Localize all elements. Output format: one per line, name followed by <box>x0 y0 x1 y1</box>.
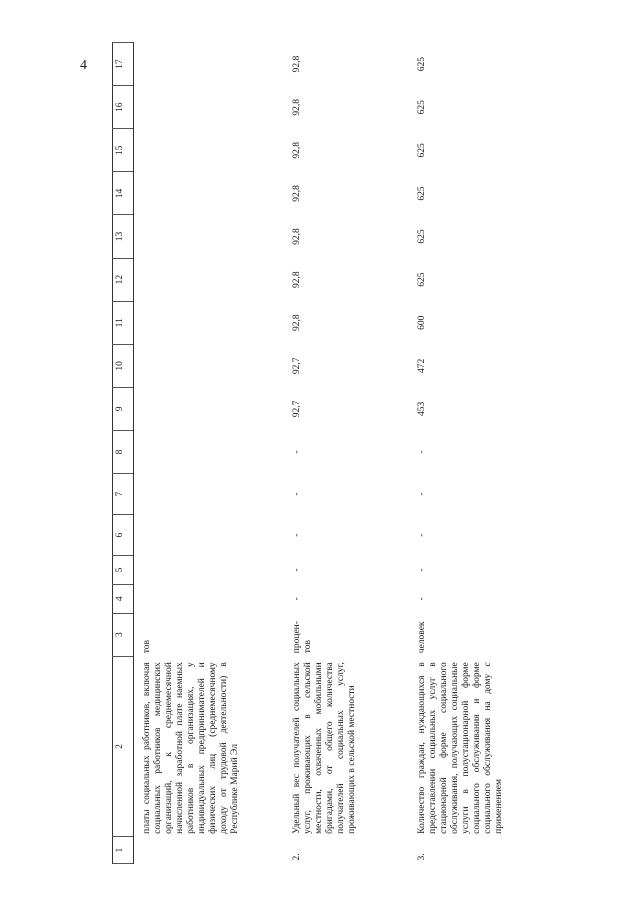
table-cell <box>134 301 284 344</box>
table-cell <box>134 387 284 430</box>
indicator-name: платы социальных работников, включая социальных работников медицинских организаций, к среднемесячной начисленной заработной плате наемных работников в организациях, у индивидуальных предпринимателей и физических лиц (среднемесячному доходу от трудовой деятельности) в Республике Марий Эл <box>142 662 240 834</box>
table-cell: - <box>291 450 302 454</box>
table-cell <box>134 129 284 172</box>
row-number: 2. <box>291 853 302 861</box>
table-cell: 625 <box>416 272 427 287</box>
table-cell <box>134 474 284 515</box>
column-header: 11 <box>113 301 134 344</box>
column-header: 3 <box>113 613 134 656</box>
table-cell: 92,8 <box>291 228 302 245</box>
table-cell: 625 <box>416 229 427 244</box>
indicator-name: Удельный вес получателей социальных услуг, проживающих в сельской местности, охваченных мобильными бригадами, от общего количества получателей социальных услуг, проживающих в сельской местности <box>291 662 357 834</box>
table-cell: 600 <box>416 315 427 330</box>
table-cell <box>134 172 284 215</box>
table-cell: 625 <box>416 100 427 115</box>
column-header: 2 <box>113 656 134 837</box>
column-header: 14 <box>113 172 134 215</box>
table-cell <box>134 556 284 585</box>
column-header: 7 <box>113 474 134 515</box>
row-number <box>134 837 284 864</box>
table-cell <box>134 215 284 258</box>
table-cell <box>134 584 284 613</box>
column-header: 5 <box>113 556 134 585</box>
table-row <box>284 43 409 864</box>
table-cell: 92,8 <box>291 142 302 159</box>
table-cell <box>134 515 284 556</box>
table-cell: 92,8 <box>291 271 302 288</box>
table-cell <box>134 86 284 129</box>
table-cell: 92,7 <box>291 400 302 418</box>
table-cell: - <box>416 597 427 601</box>
table-cell: 92,8 <box>291 55 302 73</box>
row-number: 3. <box>416 853 427 861</box>
column-header: 8 <box>113 430 134 473</box>
table-cell: 472 <box>416 358 427 373</box>
table-cell: - <box>416 450 427 454</box>
column-header: 1 <box>113 837 134 864</box>
table-cell: 625 <box>416 143 427 158</box>
table-cell: 625 <box>416 56 427 72</box>
table-cell: 453 <box>416 401 427 417</box>
table-cell <box>134 258 284 301</box>
table-cell: 92,8 <box>291 185 302 202</box>
table-cell: - <box>416 492 427 496</box>
rotated-table-container <box>112 42 580 864</box>
table-row <box>134 43 284 864</box>
table-cell <box>134 43 284 86</box>
table-cell: - <box>416 568 427 572</box>
table-cell <box>134 344 284 387</box>
column-header: 16 <box>113 86 134 129</box>
column-header: 4 <box>113 584 134 613</box>
column-header: 9 <box>113 387 134 430</box>
column-header: 13 <box>113 215 134 258</box>
page-number: 4 <box>80 58 87 73</box>
table-cell <box>134 430 284 473</box>
column-header: 6 <box>113 515 134 556</box>
header-row <box>113 43 134 864</box>
table-cell: - <box>291 533 302 537</box>
column-header: 15 <box>113 129 134 172</box>
table-cell: - <box>416 533 427 537</box>
table-cell: - <box>291 597 302 601</box>
unit: процен-тов <box>291 621 313 654</box>
column-header: 17 <box>113 43 134 86</box>
unit: человек <box>416 621 427 654</box>
indicators-table <box>112 42 569 864</box>
column-header: 12 <box>113 258 134 301</box>
table-cell: 92,7 <box>291 357 302 375</box>
table-cell: 92,8 <box>291 314 302 332</box>
table-cell: - <box>291 568 302 572</box>
column-header: 10 <box>113 344 134 387</box>
indicator-name: Количество граждан, нуждающихся в предоставлении социальных услуг в стационарной форме социального обслуживания, получающих социальные услуги в полустационарной форме социального обслуживания и форме социального обслуживания на дому с применением <box>416 662 504 834</box>
table-cell: 625 <box>416 186 427 201</box>
table-row <box>409 43 569 864</box>
table-cell: 92,8 <box>291 98 302 116</box>
table-cell: - <box>291 492 302 496</box>
unit: тов <box>142 639 152 654</box>
